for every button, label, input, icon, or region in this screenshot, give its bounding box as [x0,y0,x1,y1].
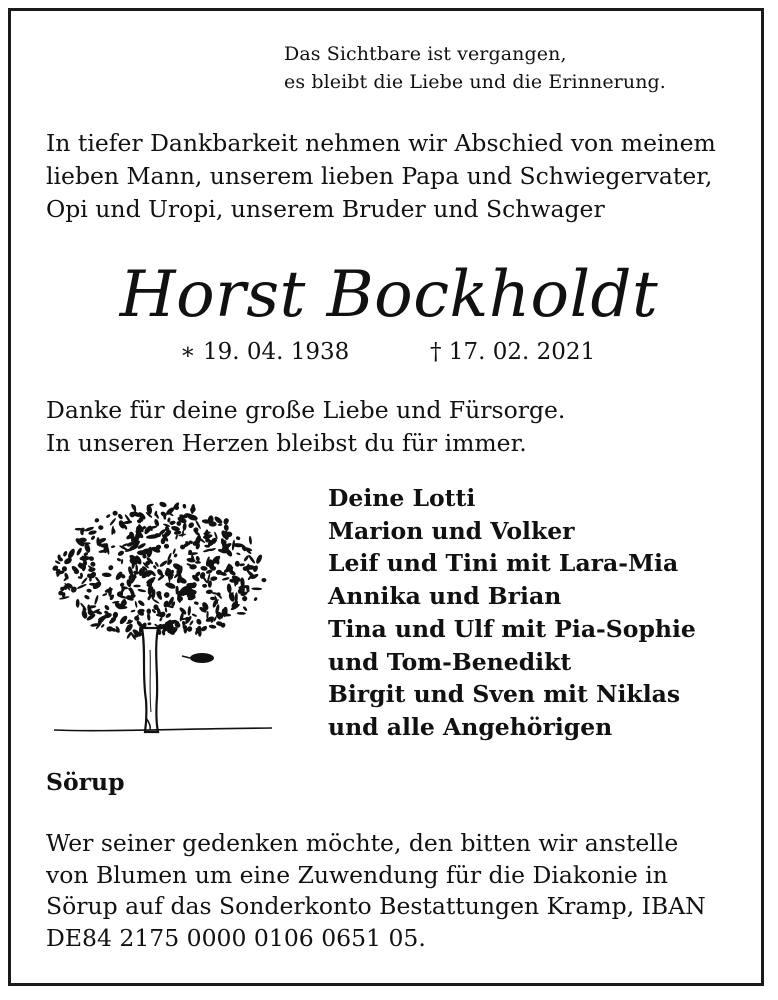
signer: Leif und Tini mit Lara-Mia [328,549,679,578]
intro-line: Opi und Uropi, unserem Bruder und Schwager [46,195,605,223]
thanks-text [46,394,565,460]
signer: und alle Angehörigen [328,712,613,741]
motto [284,40,666,96]
tree-icon [50,500,280,745]
signer: Deine Lotti [328,484,476,512]
death-date: † 17. 02. 2021 [430,339,596,365]
deceased-name: Horst Bockholdt [119,258,659,332]
intro-line: lieben Mann, unserem lieben Papa und Schwiegervater, [46,162,713,190]
note-line: Wer seiner gedenken möchte, den bitten wir anstelle [46,829,679,857]
motto-line: es bleibt die Liebe und die Erinnerung. [284,71,666,93]
signer: Tina und Ulf mit Pia-Sophie [328,614,696,643]
donation-note [46,828,736,954]
place: Sörup [46,768,125,796]
birth-date: ∗ 19. 04. 1938 [180,339,350,365]
signer: Marion und Volker [328,516,575,545]
thanks-line: In unseren Herzen bleibst du für immer. [46,429,527,457]
motto-line: Das Sichtbare ist vergangen, [284,43,567,65]
signers-list [328,482,696,744]
intro-text [46,127,746,226]
note-line: von Blumen um eine Zuwendung für die Diakonie in [46,860,668,889]
intro-line: In tiefer Dankbarkeit nehmen wir Abschied von meinem [46,129,716,157]
signer: Birgit und Sven mit Niklas [328,680,681,709]
thanks-line: Danke für deine große Liebe und Fürsorge. [46,396,566,424]
note-line: Sörup auf das Sonderkonto Bestattungen Kramp, IBAN [46,892,706,920]
signer: Annika und Brian [328,582,562,611]
signer: und Tom-Benedikt [328,647,572,676]
note-line: DE84 2175 0000 0106 0651 05. [46,923,426,952]
